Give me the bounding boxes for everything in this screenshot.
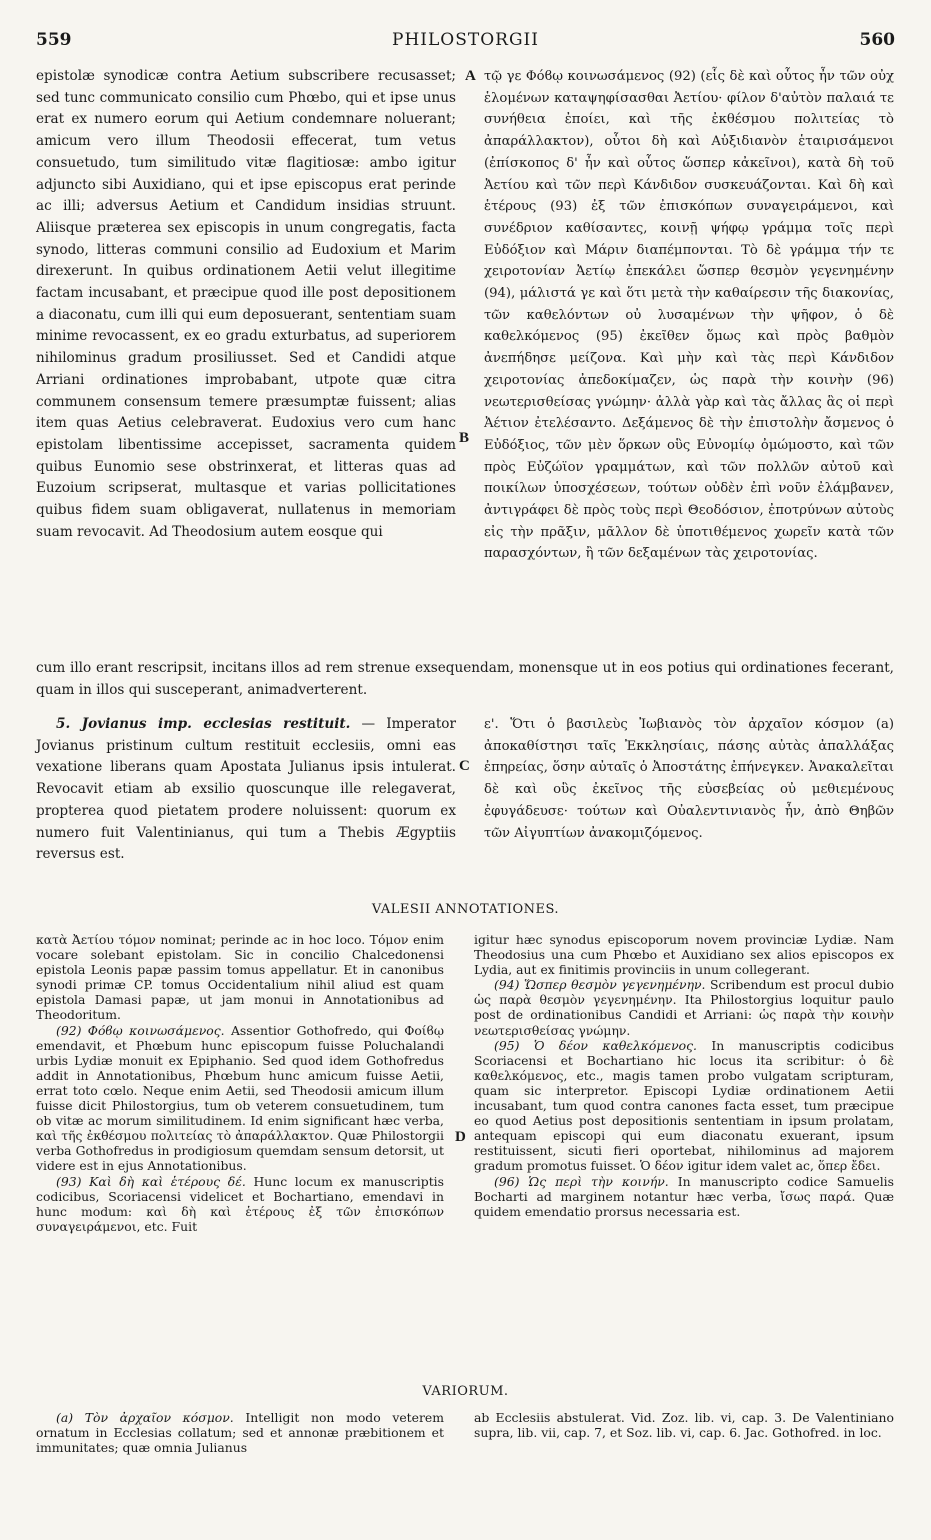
note-paragraph: (96) Ὡς περὶ τὴν κοινήν. In manuscripto codice Samuelis Bocharti ad marginem notantur hæc verba, ἴσως παρά. Quæ quidem emendatio prorsus necessaria est. [474,1173,894,1219]
page-number-right: 560 [859,30,895,50]
margin-letter-b: B [459,430,470,446]
variorum-title: VARIORUM. [422,1384,509,1399]
note-paragraph: (95) Ὁ δέον καθελκόμενος. In manuscriptis codicibus Scoriacensi et Bochartiano hic locus ita scribitur: ὁ δὲ καθελκόμενος, etc., magis tamen probo vulgatam scripturam, quam sic interpretor. Episcopi Lydiæ ordinationem Aetii incusabant, tum quod contra canones facta esset, tum præcipue eo quod Aetius post depositionis sententiam in ipsum prolatam, antequam episcopi qui eum diaconatu exuerant, ipsum restituissent, sicuti fieri oportebat, nihilominus ad majorem gradum promotus fuisset. Ὁ δέον igitur idem valet ac, ὅπερ ἔδει. [474,1037,894,1174]
running-title: PHILOSTORGII [392,30,539,50]
valesii-notes-right [474,932,894,1219]
note-paragraph: igitur hæc synodus episcoporum novem provinciæ Lydiæ. Nam Theodosius una cum Phœbo et Auxidiano sex alios episcopos ex Lydia, aut ex finitimis provinciis in unum collegerant. [474,932,894,978]
note-paragraph: (94) Ὥσπερ θεσμὸν γεγενημένην. Scribendum est procul dubio ὡς παρὰ θεσμὸν γεγενημένην. Ita Philostorgius loquitur paulo post de ordinationibus Candidi et Arriani: ὡς παρὰ τὴν κοινὴν νεωτερισθείσας γνώμην. [474,977,894,1038]
margin-letter-a: A [465,68,476,84]
variorum-note-left: (a) Τὸν ἀρχαῖον κόσμον. Intelligit non modo veterem ornatum in Ecclesias collatum; sed et annonæ præbitionem et immunitates; quæ omnia Julianus [36,1410,444,1456]
note-paragraph: (93) Καὶ δὴ καὶ ἑτέρους δέ. Hunc locum ex manuscriptis codicibus, Scoriacensi videlicet et Bochartiano, emendavi in hunc modum: καὶ δὴ καὶ ἑτέρους ἐξ τῶν ἐπισκόπων συναγειράμενοι, etc. Fuit [36,1173,444,1234]
running-header [36,30,895,58]
margin-letter-c: C [459,758,470,774]
section-5-latin-text: — Imperator Jovianus pristinum cultum restituit ecclesiis, omni eas vexatione liberans quam Apostata Julianus ipsis intulerat. Revocavit etiam ab exsilio quoscunque ille relegaverat, propterea quod pietatem prodere noluissent: quorum ex numero fuit Valentinianus, qui tum a Thebis Ægyptiis reversus est. [36,716,456,863]
margin-letter-d: D [455,1129,466,1145]
valesii-notes-left [36,932,444,1234]
variorum-note-right: ab Ecclesiis abstulerat. Vid. Zoz. lib. vi, cap. 3. De Valentiniano supra, lib. vii, cap. 7, et Soz. lib. vi, cap. 6. Jac. Gothofred. in loc. [474,1410,894,1441]
note-paragraph: κατὰ Ἀετίου τόμον nominat; perinde ac in hoc loco. Τόμον enim vocare solebant epistolam. Sic in concilio Chalcedonensi epistola Leonis papæ passim tomus appellatur. Et in canonibus synodi primæ CP. tomus Occidentalium nihil aliud est quam epistola Damasi papæ, ut jam monui in Annotationibus ad Theodoritum. [36,932,444,1023]
greek-section-5: ε'. Ὅτι ὁ βασιλεὺς Ἰωβιανὸς τὸν ἀρχαῖον κόσμον (a) ἀποκαθίστησι ταῖς Ἐκκλησίαις, πάσης αὐτὰς ἀπαλλάξας ἐπηρείας, ὅσην αὐταῖς ὁ Ἀποστάτης ἐπήνεγκεν. Ἀνακαλεῖται δὲ καὶ οὓς ἐκεῖνος τῆς εὐσεβείας οὐ μεθιεμένους ἐφυγάδευσε· τούτων καὶ Οὐαλεντινιανὸς ἦν, ἀπὸ Θηβῶν τῶν Αἰγυπτίων ἀνακομιζόμενος. [484,717,894,841]
latin-section-5 [36,714,456,866]
page-number-left: 559 [36,30,72,50]
note-paragraph: (92) Φόϐῳ κοινωσάμενος. Assentior Gothofredo, qui Φοίϐῳ emendavit, et Phœbum hunc episcopum fuisse Poluchalandi urbis Lydiæ monuit ex Epiphanio. Sed quod idem Gothofredus addit in Annotationibus, Phœbum hunc amicum fuisse Aetii, errat toto cœlo. Neque enim Aetii, sed Theodosii amicum illum fuisse dicit Philostorgius, tum ob veterem consuetudinem, tum ob vitæ ac morum similitudinem. Id enim significant hæc verba, καὶ τῆς ἐκθέσμου πολιτείας τὸ ἀπαράλλακτον. Quæ Philostorgii verba Gothofredus in prodigiosum quemdam sensum detorsit, ut videre est in ejus Annotationibus. [36,1022,444,1174]
valesii-annotations-title: VALESII ANNOTATIONES. [371,902,560,917]
section-5-heading: 5. Jovianus imp. ecclesias restituit. [56,716,351,732]
latin-column-top: epistolæ synodicæ contra Aetium subscribere recusasset; sed tunc communicato consilio cum Phœbo, qui et ipse unus erat ex numero eorum qui Aetium condemnare noluerant; amicum vero illum Theodosii effecerat, tum vetus consuetudo, tum similitudo vitæ flagitiosæ: ambo igitur adjuncto sibi Auxidiano, qui et ipse episcopus erat perinde ac illi; adversus Aetium et Candidum insidias struunt. Aliisque præterea sex episcopis in unum congregatis, facta synodo, litteras communi consilio ad Eudoxium et Marim direxerunt. In quibus ordinationem Aetii velut illegitime factam incusabant, et præcipue quod ille post depositionem a diaconatu, cum illi qui eum deposuerant, sententiam suam minime revocassent, ex eo gradu exturbatus, ad superiorem nihilominus gradum prosiliusset. Sed et Candidi atque Arriani ordinationes improbabant, utpote quæ citra communem consensum temere præsumptæ fuissent; alias item quas Aetius celebraverat. Eudoxius vero cum hanc epistolam libentissime accepisset, sacramenta quidem quibus Eunomio sese obstrinxerat, et litteras quas ad Euzoium scripserat, multasque et varias pollicitationes quibus fidem suam obligaverat, nullatenus in memoriam suam revocavit. Ad Theodosium autem eosque qui [36,68,456,540]
full-width-latin: cum illo erant rescripsit, incitans illos ad rem strenue exsequendam, monensque ut in eos potius qui ordinationes fecerant, quam in illos qui susceperant, animadverterent. [36,660,894,698]
greek-column-top: τῷ γε Φόϐῳ κοινωσάμενος (92) (εἷς δὲ καὶ οὗτος ἦν τῶν οὐχ ἑλομένων καταψηφίσασθαι Ἀετίου· φίλον δ'αὐτὸν παλαιά τε συνήθεια ἐποίει, καὶ τῆς ἐκθέσμου πολιτείας τὸ ἀπαράλλακτον), οὗτοι δὴ καὶ Αὐξιδιανὸν ἑταιρισάμενοι (ἐπίσκοπος δ' ἦν καὶ οὗτος ὥσπερ κἀκεῖνοι), κατὰ δὴ τοῦ Ἀετίου καὶ τῶν περὶ Κάνδιδον συσκευάζονται. Καὶ δὴ καὶ ἑτέρους (93) ἐξ τῶν ἐπισκόπων συναγειράμενοι, καὶ συνέδριον καθίσαντες, κοινῇ ψήφῳ γράμμα τοῖς περὶ Εὐδόξιον καὶ Μάριν διαπέμπονται. Τὸ δὲ γράμμα τήν τε χειροτονίαν Ἀετίῳ ἐπεκάλει ὥσπερ θεσμὸν γεγενημένην (94), μάλιστά γε καὶ ὅτι μετὰ τὴν καθαίρεσιν τῆς διακονίας, τῶν καθελόντων οὐ λυσαμένων τὴν ψῆφον, ὁ δὲ καθελκόμενος (95) ἐκεῖθεν ὅμως καὶ πρὸς βαθμὸν ἀνεπήδησε μείζονα. Καὶ μὴν καὶ τὰς περὶ Κάνδιδον χειροτονίας ἀπεδοκίμαζεν, ὡς παρὰ τὴν κοινὴν (96) νεωτερισθείσας γνώμην· ἀλλὰ γὰρ καὶ τὰς ἄλλας ἃς οἱ περὶ Ἀέτιον ἐτελέσαντο. Δεξάμενος δὲ τὴν ἐπιστολὴν ἄσμενος ὁ Εὐδόξιος, τῶν μὲν ὅρκων οὓς Εὐνομίῳ ὀμώμοστο, καὶ τῶν πρὸς Εὐζώϊον γραμμάτων, καὶ τῶν πολλῶν αὐτοῦ καὶ ποικίλων ὑποσχέσεων, τούτων οὐδὲν ἐπὶ νοῦν ἐλάμβανεν, ἀντιγράφει δὲ πρὸς τοὺς περὶ Θεοδόσιον, ἐποτρύνων αὐτοὺς εἰς τὴν πρᾶξιν, μᾶλλον δὲ ὑποτιθέμενος χωρεῖν κατὰ τῶν παρασχόντων, ἢ τῶν δεξαμένων τὰς χειροτονίας. [484,69,894,562]
